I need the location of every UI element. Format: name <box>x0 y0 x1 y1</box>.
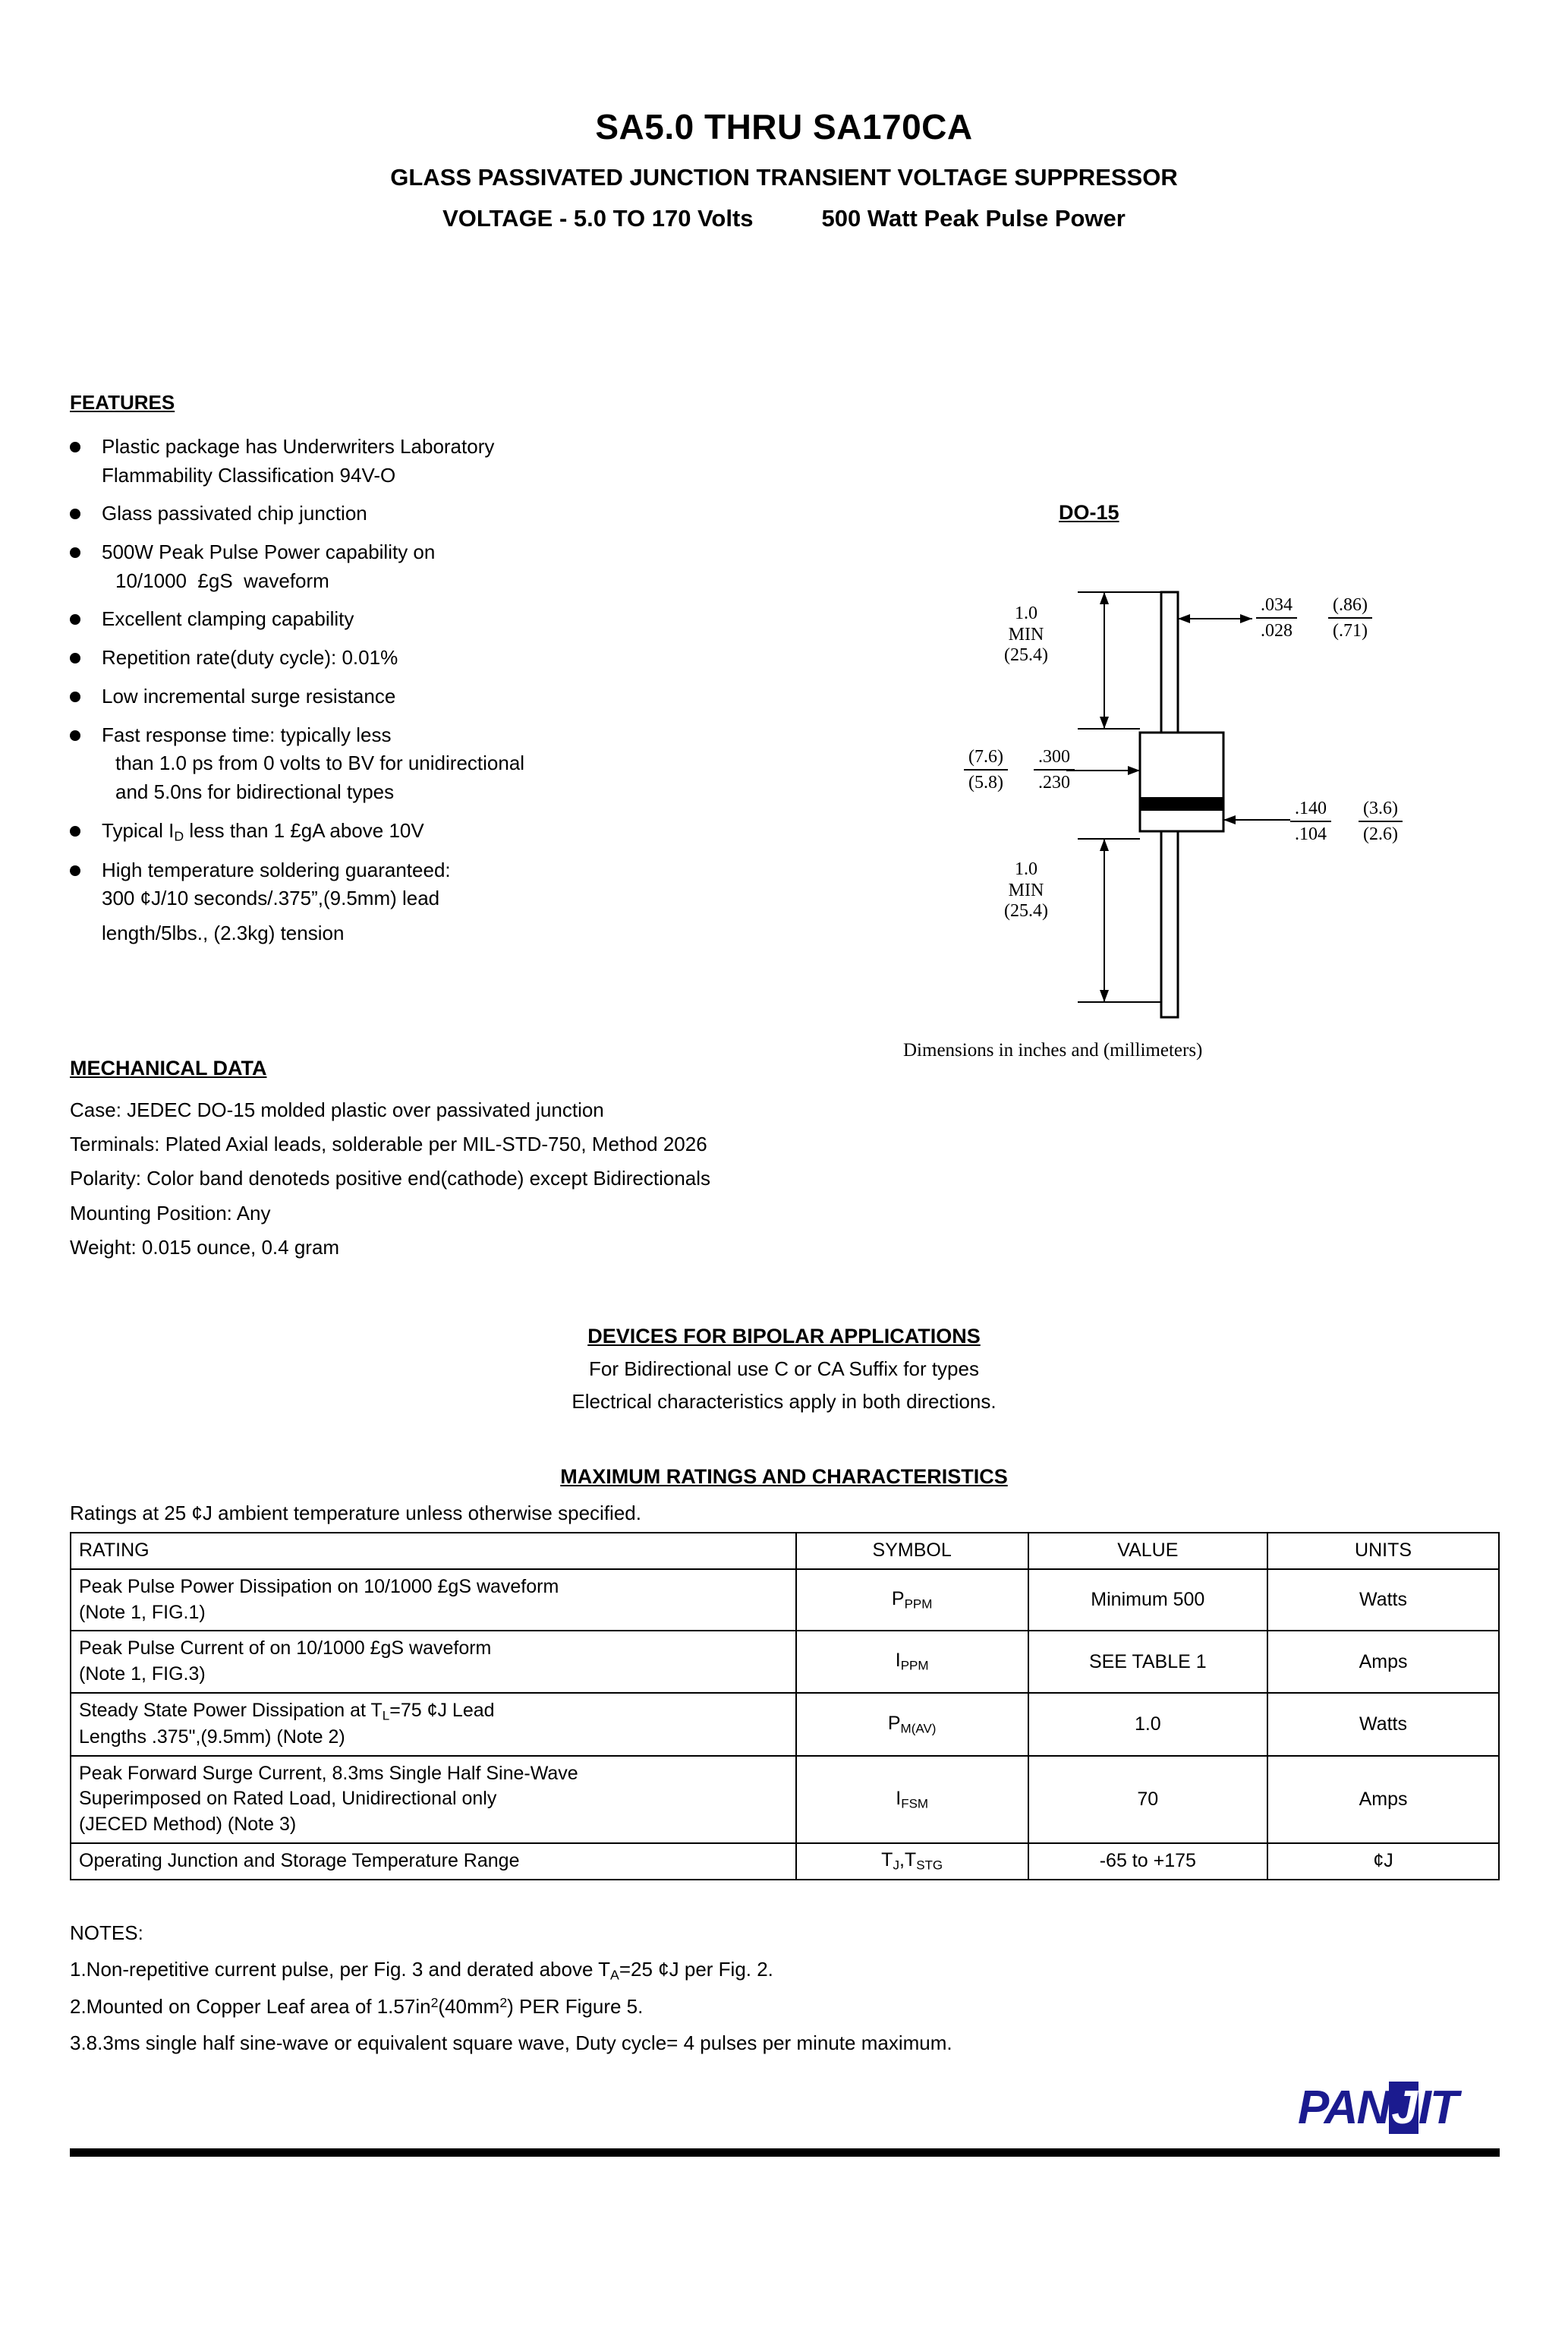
cell-rating: Steady State Power Dissipation at $T_L=75$ ¢J Lead Lengths .375",(9.5mm) (Note 2) <box>71 1693 796 1756</box>
column-header-rating: RATING <box>71 1533 796 1569</box>
cell-units: Watts <box>1267 1693 1499 1756</box>
bipolar-heading: DEVICES FOR BIPOLAR APPLICATIONS <box>587 1325 981 1347</box>
mechanical-data-list <box>70 1093 710 1265</box>
table-row <box>71 1843 1499 1880</box>
mechanical-data-heading: MECHANICAL DATA <box>70 1057 267 1079</box>
cell-units: Watts <box>1267 1569 1499 1631</box>
feature-text: Fast response time: typically less than 1.0 ps from 0 volts to BV for unidirectional and 5.0ns for bidirectional types <box>102 723 525 803</box>
bipolar-line-1: For Bidirectional use C or CA Suffix for types <box>589 1357 979 1380</box>
dim-body-length-inch: .140 .104 <box>1290 797 1331 846</box>
cell-value: SEE TABLE 1 <box>1028 1631 1267 1693</box>
note-2: 2.Mounted on Copper Leaf area of $1.57in^2(40mm^2)$ PER Figure 5. <box>70 1995 644 2019</box>
feature-text: Repetition rate(duty cycle): 0.01% <box>102 646 398 670</box>
list-item <box>70 605 753 634</box>
cell-value: -65 to +175 <box>1028 1843 1267 1880</box>
cell-rating: Operating Junction and Storage Temperature Range <box>71 1843 796 1880</box>
cell-value: 1.0 <box>1028 1693 1267 1756</box>
bullet-icon <box>70 509 80 519</box>
table-row <box>71 1756 1499 1843</box>
package-title: DO-15 <box>1059 501 1119 524</box>
voltage-range-label: VOLTAGE - 5.0 TO 170 Volts <box>442 205 754 232</box>
notes-section <box>70 1917 952 2059</box>
feature-text: 500W Peak Pulse Power capability on 10/1000 £gS waveform <box>102 541 436 592</box>
notes-heading: NOTES: <box>70 1921 143 1944</box>
dim-lead-length-top: 1.0 MIN (25.4) <box>1004 604 1048 666</box>
mechanical-line: Case: JEDEC DO-15 molded plastic over passivated junction <box>70 1098 604 1121</box>
list-item <box>70 538 753 595</box>
ratings-table <box>70 1532 1500 1880</box>
bullet-icon <box>70 692 80 702</box>
cell-symbol: $P_{PPM}$ <box>796 1569 1028 1631</box>
panjit-logo <box>1298 2082 1457 2134</box>
logo-text-it: IT <box>1418 2082 1457 2134</box>
dim-lead-diameter-inch: .034 .028 <box>1256 594 1297 642</box>
cell-symbol: $I_{PPM}$ <box>796 1631 1028 1693</box>
dim-lead-diameter-mm: (.86) (.71) <box>1328 594 1372 642</box>
feature-text: Glass passivated chip junction <box>102 502 367 525</box>
table-row <box>71 1693 1499 1756</box>
cell-units: Amps <box>1267 1756 1499 1843</box>
document-header <box>0 106 1568 232</box>
bullet-icon <box>70 614 80 625</box>
list-item <box>70 817 753 846</box>
bullet-icon <box>70 865 80 876</box>
bullet-icon <box>70 826 80 837</box>
column-header-value: VALUE <box>1028 1533 1267 1569</box>
logo-text-j: J <box>1389 2082 1418 2134</box>
features-heading: FEATURES <box>70 391 175 414</box>
cell-rating: Peak Pulse Power Dissipation on 10/1000 £gS waveform (Note 1, FIG.1) <box>71 1569 796 1631</box>
feature-text: Plastic package has Underwriters Laboratory Flammability Classification 94V-O <box>102 435 495 487</box>
ratings-note: Ratings at 25 ¢J ambient temperature unless otherwise specified. <box>70 1502 641 1524</box>
cell-symbol: $T_J,T_{STG}$ <box>796 1843 1028 1880</box>
note-3: 3.8.3ms single half sine-wave or equivalent square wave, Duty cycle= 4 pulses per minute maximum. <box>70 2031 952 2055</box>
table-row <box>71 1631 1499 1693</box>
table-row <box>71 1569 1499 1631</box>
document-subtitle: GLASS PASSIVATED JUNCTION TRANSIENT VOLTAGE SUPPRESSOR <box>390 164 1178 191</box>
ratings-heading: MAXIMUM RATINGS AND CHARACTERISTICS <box>560 1465 1008 1488</box>
column-header-units: UNITS <box>1267 1533 1499 1569</box>
list-item <box>70 644 753 673</box>
dim-body-length-mm: (3.6) (2.6) <box>1359 797 1403 846</box>
table-header-row <box>71 1533 1499 1569</box>
package-drawing <box>934 577 1404 1036</box>
cell-rating: Peak Pulse Current of on 10/1000 £gS waveform (Note 1, FIG.3) <box>71 1631 796 1693</box>
dim-body-diameter-inch: .300 .230 <box>1034 745 1075 794</box>
column-header-symbol: SYMBOL <box>796 1533 1028 1569</box>
cell-units: Amps <box>1267 1631 1499 1693</box>
dim-lead-length-bottom: 1.0 MIN (25.4) <box>1004 859 1048 922</box>
feature-text: Typical $I_D$ less than 1 £gA above 10V <box>102 818 424 843</box>
features-list <box>70 433 753 958</box>
dimensions-caption: Dimensions in inches and (millimeters) <box>903 1040 1203 1061</box>
mechanical-line: Weight: 0.015 ounce, 0.4 gram <box>70 1235 340 1259</box>
bipolar-line-2: Electrical characteristics apply in both directions. <box>571 1390 997 1413</box>
list-item <box>70 682 753 711</box>
cell-rating: Peak Forward Surge Current, 8.3ms Single Half Sine-Wave Superimposed on Rated Load, Unidirectional only (JECED Method) (Note 3) <box>71 1756 796 1843</box>
mechanical-line: Mounting Position: Any <box>70 1201 271 1224</box>
page-title: SA5.0 THRU SA170CA <box>595 107 973 147</box>
document-subtitle-secondary <box>0 205 1568 232</box>
list-item <box>70 721 753 807</box>
list-item <box>70 856 753 948</box>
cell-value: 70 <box>1028 1756 1267 1843</box>
cell-units: ¢J <box>1267 1843 1499 1880</box>
note-1: 1.Non-repetitive current pulse, per Fig. 3 and derated above $T_A=25$ ¢J per Fig. 2. <box>70 1958 773 1983</box>
list-item <box>70 500 753 528</box>
logo-text-pan: PAN <box>1298 2082 1390 2134</box>
feature-text: Low incremental surge resistance <box>102 684 396 708</box>
feature-text: Excellent clamping capability <box>102 607 354 631</box>
feature-text: High temperature soldering guaranteed: 300 ¢J/10 seconds/.375”,(9.5mm) lead length/5lbs., (2.3kg) tension <box>102 858 451 944</box>
mechanical-line: Polarity: Color band denoteds positive end(cathode) except Bidirectionals <box>70 1167 711 1190</box>
cell-value: Minimum 500 <box>1028 1569 1267 1631</box>
bullet-icon <box>70 653 80 663</box>
dim-body-diameter-mm: (7.6) (5.8) <box>964 745 1008 794</box>
list-item <box>70 433 753 490</box>
bullet-icon <box>70 442 80 452</box>
bullet-icon <box>70 547 80 558</box>
datasheet-page <box>0 106 1568 2326</box>
cell-symbol: $I_{FSM}$ <box>796 1756 1028 1843</box>
cell-rating-line: Steady State Power Dissipation at $T_L=75$ ¢J Lead <box>79 1699 495 1722</box>
power-label: 500 Watt Peak Pulse Power <box>821 205 1126 232</box>
footer-divider <box>70 2148 1500 2157</box>
mechanical-line: Terminals: Plated Axial leads, solderable per MIL-STD-750, Method 2026 <box>70 1133 707 1156</box>
cell-symbol: $P_{M(AV)}$ <box>796 1693 1028 1756</box>
bullet-icon <box>70 730 80 741</box>
bipolar-section <box>0 1325 1568 1414</box>
